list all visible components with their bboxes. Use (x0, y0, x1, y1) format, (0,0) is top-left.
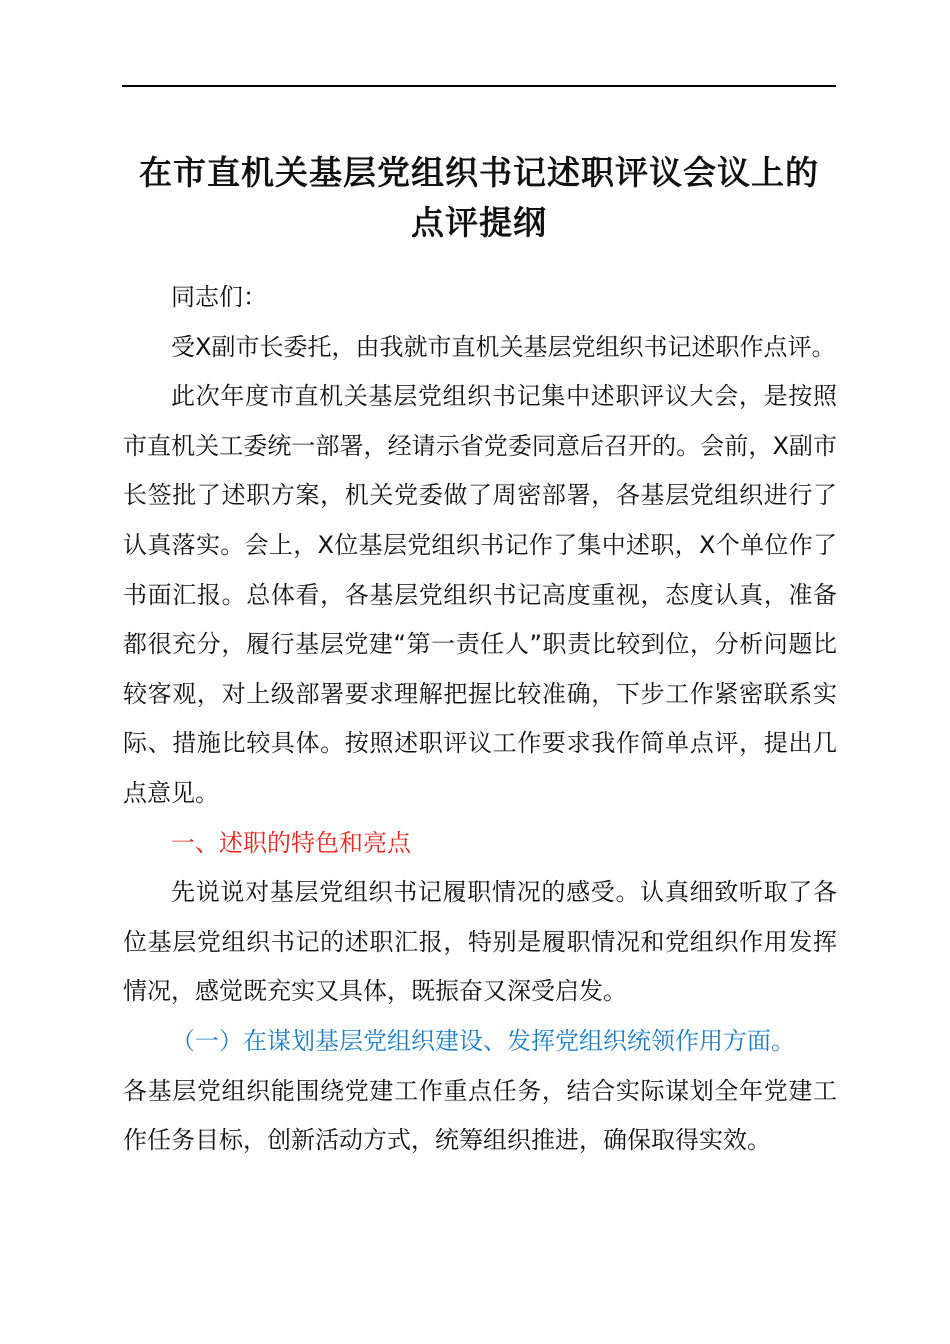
paragraph-planning: 各基层党组织能围绕党建工作重点任务，结合实际谋划全年党建工作任务目标，创新活动方式，统筹组织推进，确保取得实效。 (123, 1076, 837, 1155)
section-heading-1: 一、述职的特色和亮点 (171, 828, 411, 857)
title-line-2: 点评提纲 (411, 203, 547, 242)
paragraph-intro: 受X副市长委托，由我就市直机关基层党组织书记述职作点评。 (171, 332, 836, 361)
paragraph-impressions: 先说说对基层党组织书记履职情况的感受。认真细致听取了各位基层党组织书记的述职汇报，特别是履职情况和党组织作用发挥情况，感觉既充实又具体，既振奋又深受启发。 (123, 878, 837, 1006)
document-body (123, 273, 837, 1166)
document-title (100, 148, 858, 248)
subsection-heading-1: （一）在谋划基层党组织建设、发挥党组织统领作用方面。 (171, 1026, 795, 1055)
title-line-1: 在市直机关基层党组织书记述职评议会议上的 (139, 153, 819, 192)
salutation: 同志们： (171, 283, 267, 311)
header-rule (122, 85, 836, 87)
paragraph-overview: 此次年度市直机关基层党组织书记集中述职评议大会，是按照市直机关工委统一部署，经请示省党委同意后召开的。会前，X副市长签批了述职方案，机关党委做了周密部署，各基层党组织进行了认真落实。会上，X位基层党组织书记作了集中述职，X个单位作了书面汇报。总体看，各基层党组织书记高度重视，态度认真，准备都很充分，履行基层党建“第一责任人”职责比较到位，分析问题比较客观，对上级部署要求理解把握比较准确，下步工作紧密联系实际、措施比较具体。按照述职评议工作要求我作简单点评，提出几点意见。 (123, 382, 837, 807)
